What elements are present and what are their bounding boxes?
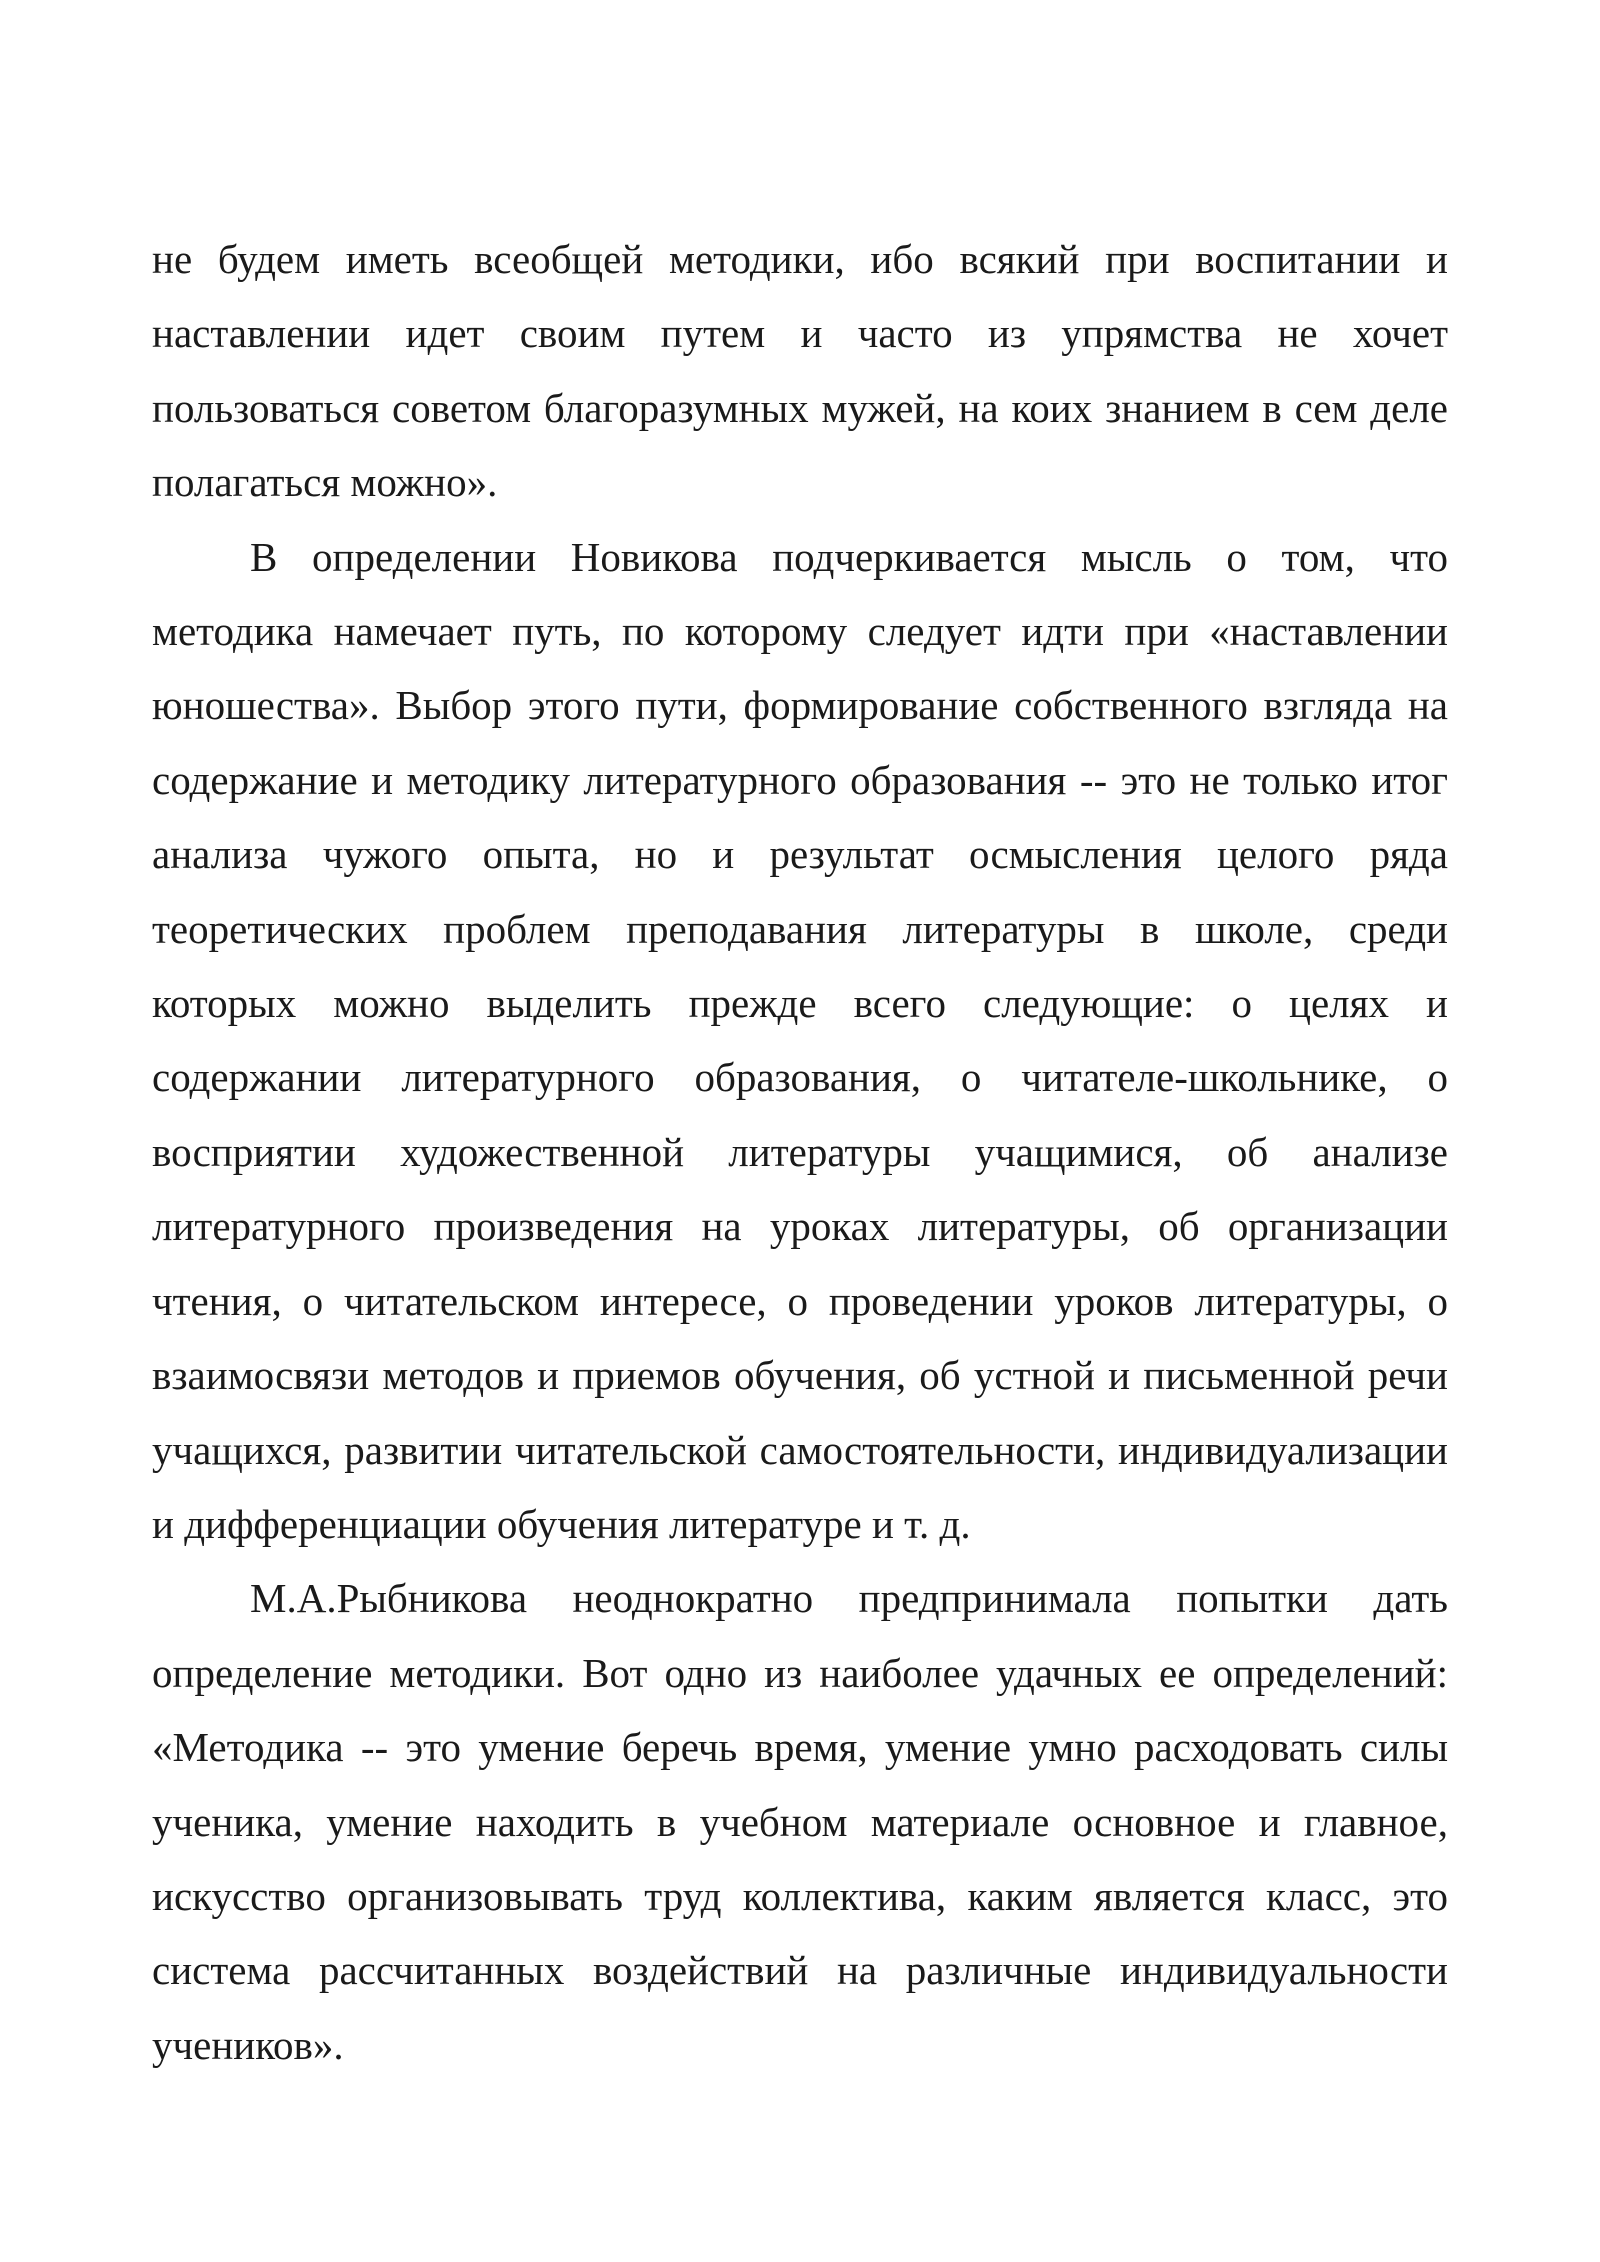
document-page (152, 222, 1448, 2082)
paragraph-2: В определении Новикова подчеркивается мысль о том, что методика намечает путь, по которому следует идти при «наставлении юношества». Выбор этого пути, формирование собственного взгляда на содержание и методику литературного образования -- это не только итог анализа чужого опыта, но и результат осмысления целого ряда теоретических проблем преподавания литературы в школе, среди которых можно выделить прежде всего следующие: о целях и содержании литературного образования, о читателе-школьнике, о восприятии художественной литературы учащимися, об анализе литературного произведения на уроках литературы, об организации чтения, о читательском интересе, о проведении уроков литературы, о взаимосвязи методов и приемов обучения, об устной и письменной речи учащихся, развитии читательской самостоятельности, индивидуализации и дифференциации обучения литературе и т. д. (152, 533, 1448, 1547)
paragraph-3: М.А.Рыбникова неоднократно предпринимала попытки дать определение методики. Вот одно из наиболее удачных ее определений: «Методика -- это умение беречь время, умение умно расходовать силы ученика, умение находить в учебном материале основное и главное, искусство организовывать труд коллектива, каким является класс, это система рассчитанных воздействий на различные индивидуальности учеников». (152, 1575, 1448, 2068)
paragraph-1: не будем иметь всеобщей методики, ибо всякий при воспитании и наставлении идет своим путем и часто из упрямства не хочет пользоваться советом благоразумных мужей, на коих знанием в сем деле полагаться можно». (152, 236, 1448, 506)
